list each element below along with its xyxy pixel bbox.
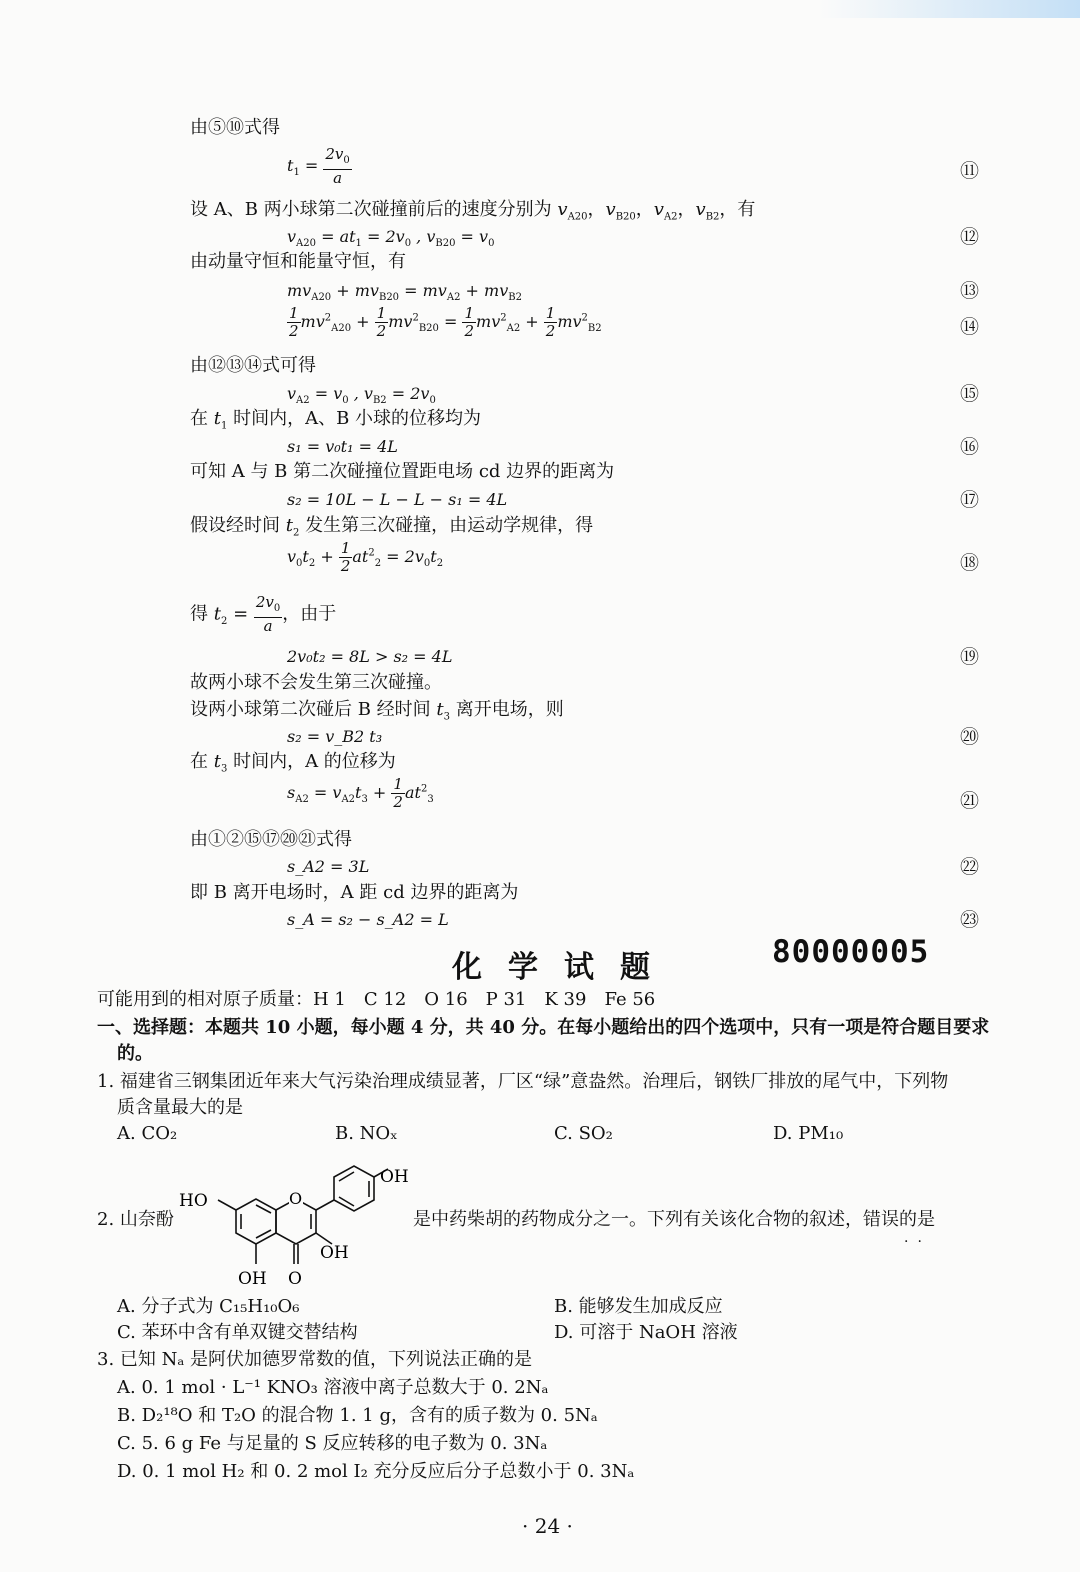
text-line: 由动量守恒和能量守恒，有	[190, 251, 406, 272]
equation-number: ⑰	[960, 489, 980, 511]
question-1-option-c: C. SO₂	[554, 1123, 613, 1144]
structure-label-oh-right: OH	[320, 1243, 349, 1263]
section-title: 化学试题	[452, 950, 676, 985]
equation-16: s₁ = v₀t₁ = 4L	[287, 437, 398, 456]
structure-label-o-ring: O	[289, 1189, 303, 1208]
kaempferol-structure-diagram	[176, 1160, 416, 1290]
equation-number: ⑫	[960, 226, 980, 248]
equation-number: ㉒	[960, 856, 980, 878]
equation-number: ⑪	[960, 160, 980, 182]
equation-22: s_A2 = 3L	[287, 857, 370, 876]
question-3-option-c: C. 5. 6 g Fe 与足量的 S 反应转移的电子数为 0. 3Nₐ	[117, 1433, 548, 1454]
question-1-stem-cont: 质含量最大的是	[117, 1097, 243, 1118]
question-1-option-d: D. PM₁₀	[773, 1123, 844, 1144]
text-line: 在 $t_1$ 时间内，A、B 小球的位移均为	[190, 408, 482, 432]
structure-label-oh-top: OH	[380, 1167, 409, 1187]
equation-number: ⑭	[960, 316, 980, 338]
text-line: 可知 A 与 B 第二次碰撞位置距电场 cd 边界的距离为	[190, 461, 615, 482]
equation-20: s₂ = v_B2 t₃	[287, 727, 383, 746]
question-3-stem: 3. 已知 Nₐ 是阿伏加德罗常数的值，下列说法正确的是	[97, 1349, 533, 1370]
equation-number: ⑯	[960, 436, 980, 458]
equation-19: 2v₀t₂ = 8L > s₂ = 4L	[287, 647, 453, 666]
exam-code: 80000005	[772, 934, 930, 970]
question-2-option-c: C. 苯环中含有单双键交替结构	[117, 1322, 358, 1343]
text-line: 设 A、B 两小球第二次碰撞前后的速度分别为 $v_{A20}$，$v_{B20}$，$v_{A2}$，$v_{B2}$，有	[190, 199, 756, 223]
text-line: 由⑫⑬⑭式可得	[190, 355, 316, 376]
equation-number: ⑳	[960, 726, 980, 748]
question-2-option-a: A. 分子式为 C₁₅H₁₀O₆	[117, 1296, 300, 1317]
equation-15: $v_{A2} = v_0$ , $v_{B2} = 2v_0$	[287, 384, 436, 407]
equation-number: ㉓	[960, 909, 980, 931]
text-line: 由①②⑮⑰⑳㉑式得	[190, 829, 352, 850]
scan-edge-tint	[820, 0, 1080, 18]
text-line: 得 $t_2$ = $\frac{2v_0}{a}$ ，由于	[190, 593, 337, 635]
question-2-stem-suffix: 是中药柴胡的药物成分之一。下列有关该化合物的叙述，错误的是	[413, 1209, 935, 1230]
text-line: 在 $t_3$ 时间内，A 的位移为	[190, 751, 396, 775]
question-3-option-d: D. 0. 1 mol H₂ 和 0. 2 mol I₂ 充分反应后分子总数小于 0. 3Nₐ	[117, 1461, 635, 1482]
section-heading: 一、选择题：本题共 10 小题，每小题 4 分，共 40 分。在每小题给出的四个选项中，只有一项是符合题目要求	[97, 1017, 990, 1038]
atomic-masses: 可能用到的相对原子质量：H 1 C 12 O 16 P 31 K 39 Fe 56	[97, 989, 656, 1010]
structure-label-o-carbonyl: O	[288, 1269, 302, 1289]
structure-label-oh-bottom: OH	[238, 1269, 267, 1289]
equation-14: $\frac{1}{2}$ $mv^2_{A20}$ + $\frac{1}{2}$ $mv^2_{B20}$ = $\frac{1}{2}$ $mv^2_{A2}$ + $\frac{1}{2}$ $mv^2_{B2}$	[289, 304, 602, 340]
question-3-option-a: A. 0. 1 mol · L⁻¹ KNO₃ 溶液中离子总数大于 0. 2Nₐ	[117, 1377, 549, 1398]
question-3-option-b: B. D₂¹⁸O 和 T₂O 的混合物 1. 1 g，含有的质子数为 0. 5Nₐ	[117, 1405, 598, 1426]
equation-number: ⑮	[960, 383, 980, 405]
text-line: 故两小球不会发生第三次碰撞。	[190, 672, 442, 693]
question-1-option-b: B. NOₓ	[335, 1123, 398, 1144]
question-2-option-d: D. 可溶于 NaOH 溶液	[554, 1322, 738, 1343]
equation-number: ⑱	[960, 552, 980, 574]
equation-23: s_A = s₂ − s_A2 = L	[287, 910, 449, 929]
emphasis-dots: ··	[904, 1234, 931, 1250]
question-1-stem: 1. 福建省三钢集团近年来大气污染治理成绩显著，厂区“绿”意盎然。治理后，钢铁厂排放的尾气中，下列物	[97, 1071, 949, 1092]
equation-13: $mv_{A20} + mv_{B20} = mv_{A2} + mv_{B2}$	[287, 281, 522, 304]
text-line: 由⑤⑩式得	[190, 117, 280, 138]
equation-number: ㉑	[960, 790, 980, 812]
equation-12: $v_{A20} = at_1 = 2v_0$ , $v_{B20} = v_0$	[287, 227, 495, 250]
equation-number: ⑲	[960, 646, 980, 668]
question-1-option-a: A. CO₂	[117, 1123, 178, 1144]
question-2-option-b: B. 能够发生加成反应	[554, 1296, 723, 1317]
text-line: 假设经时间 $t_2$ 发生第三次碰撞，由运动学规律，得	[190, 515, 594, 539]
text-line: 设两小球第二次碰后 B 经时间 $t_3$ 离开电场，则	[190, 699, 564, 723]
text-line: 即 B 离开电场时，A 距 cd 边界的距离为	[190, 882, 519, 903]
page-number: · 24 ·	[522, 1514, 573, 1538]
question-2-stem-prefix: 2. 山奈酚	[97, 1209, 174, 1230]
section-heading-cont: 的。	[117, 1043, 153, 1064]
equation-number: ⑬	[960, 280, 980, 302]
equation-17: s₂ = 10L − L − L − s₁ = 4L	[287, 490, 508, 509]
equation-21: $s_{A2} = v_{A2}t_3$ + $\frac{1}{2}$ $at^2_3$	[287, 775, 434, 811]
equation-18: $v_0t_2$ + $\frac{1}{2}$ $at^2_2 = 2v_0t_2$	[287, 539, 444, 575]
structure-label-ho: HO	[179, 1191, 208, 1211]
equation-11: $t_1$ = $\frac{2v_0}{a}$	[287, 145, 350, 187]
